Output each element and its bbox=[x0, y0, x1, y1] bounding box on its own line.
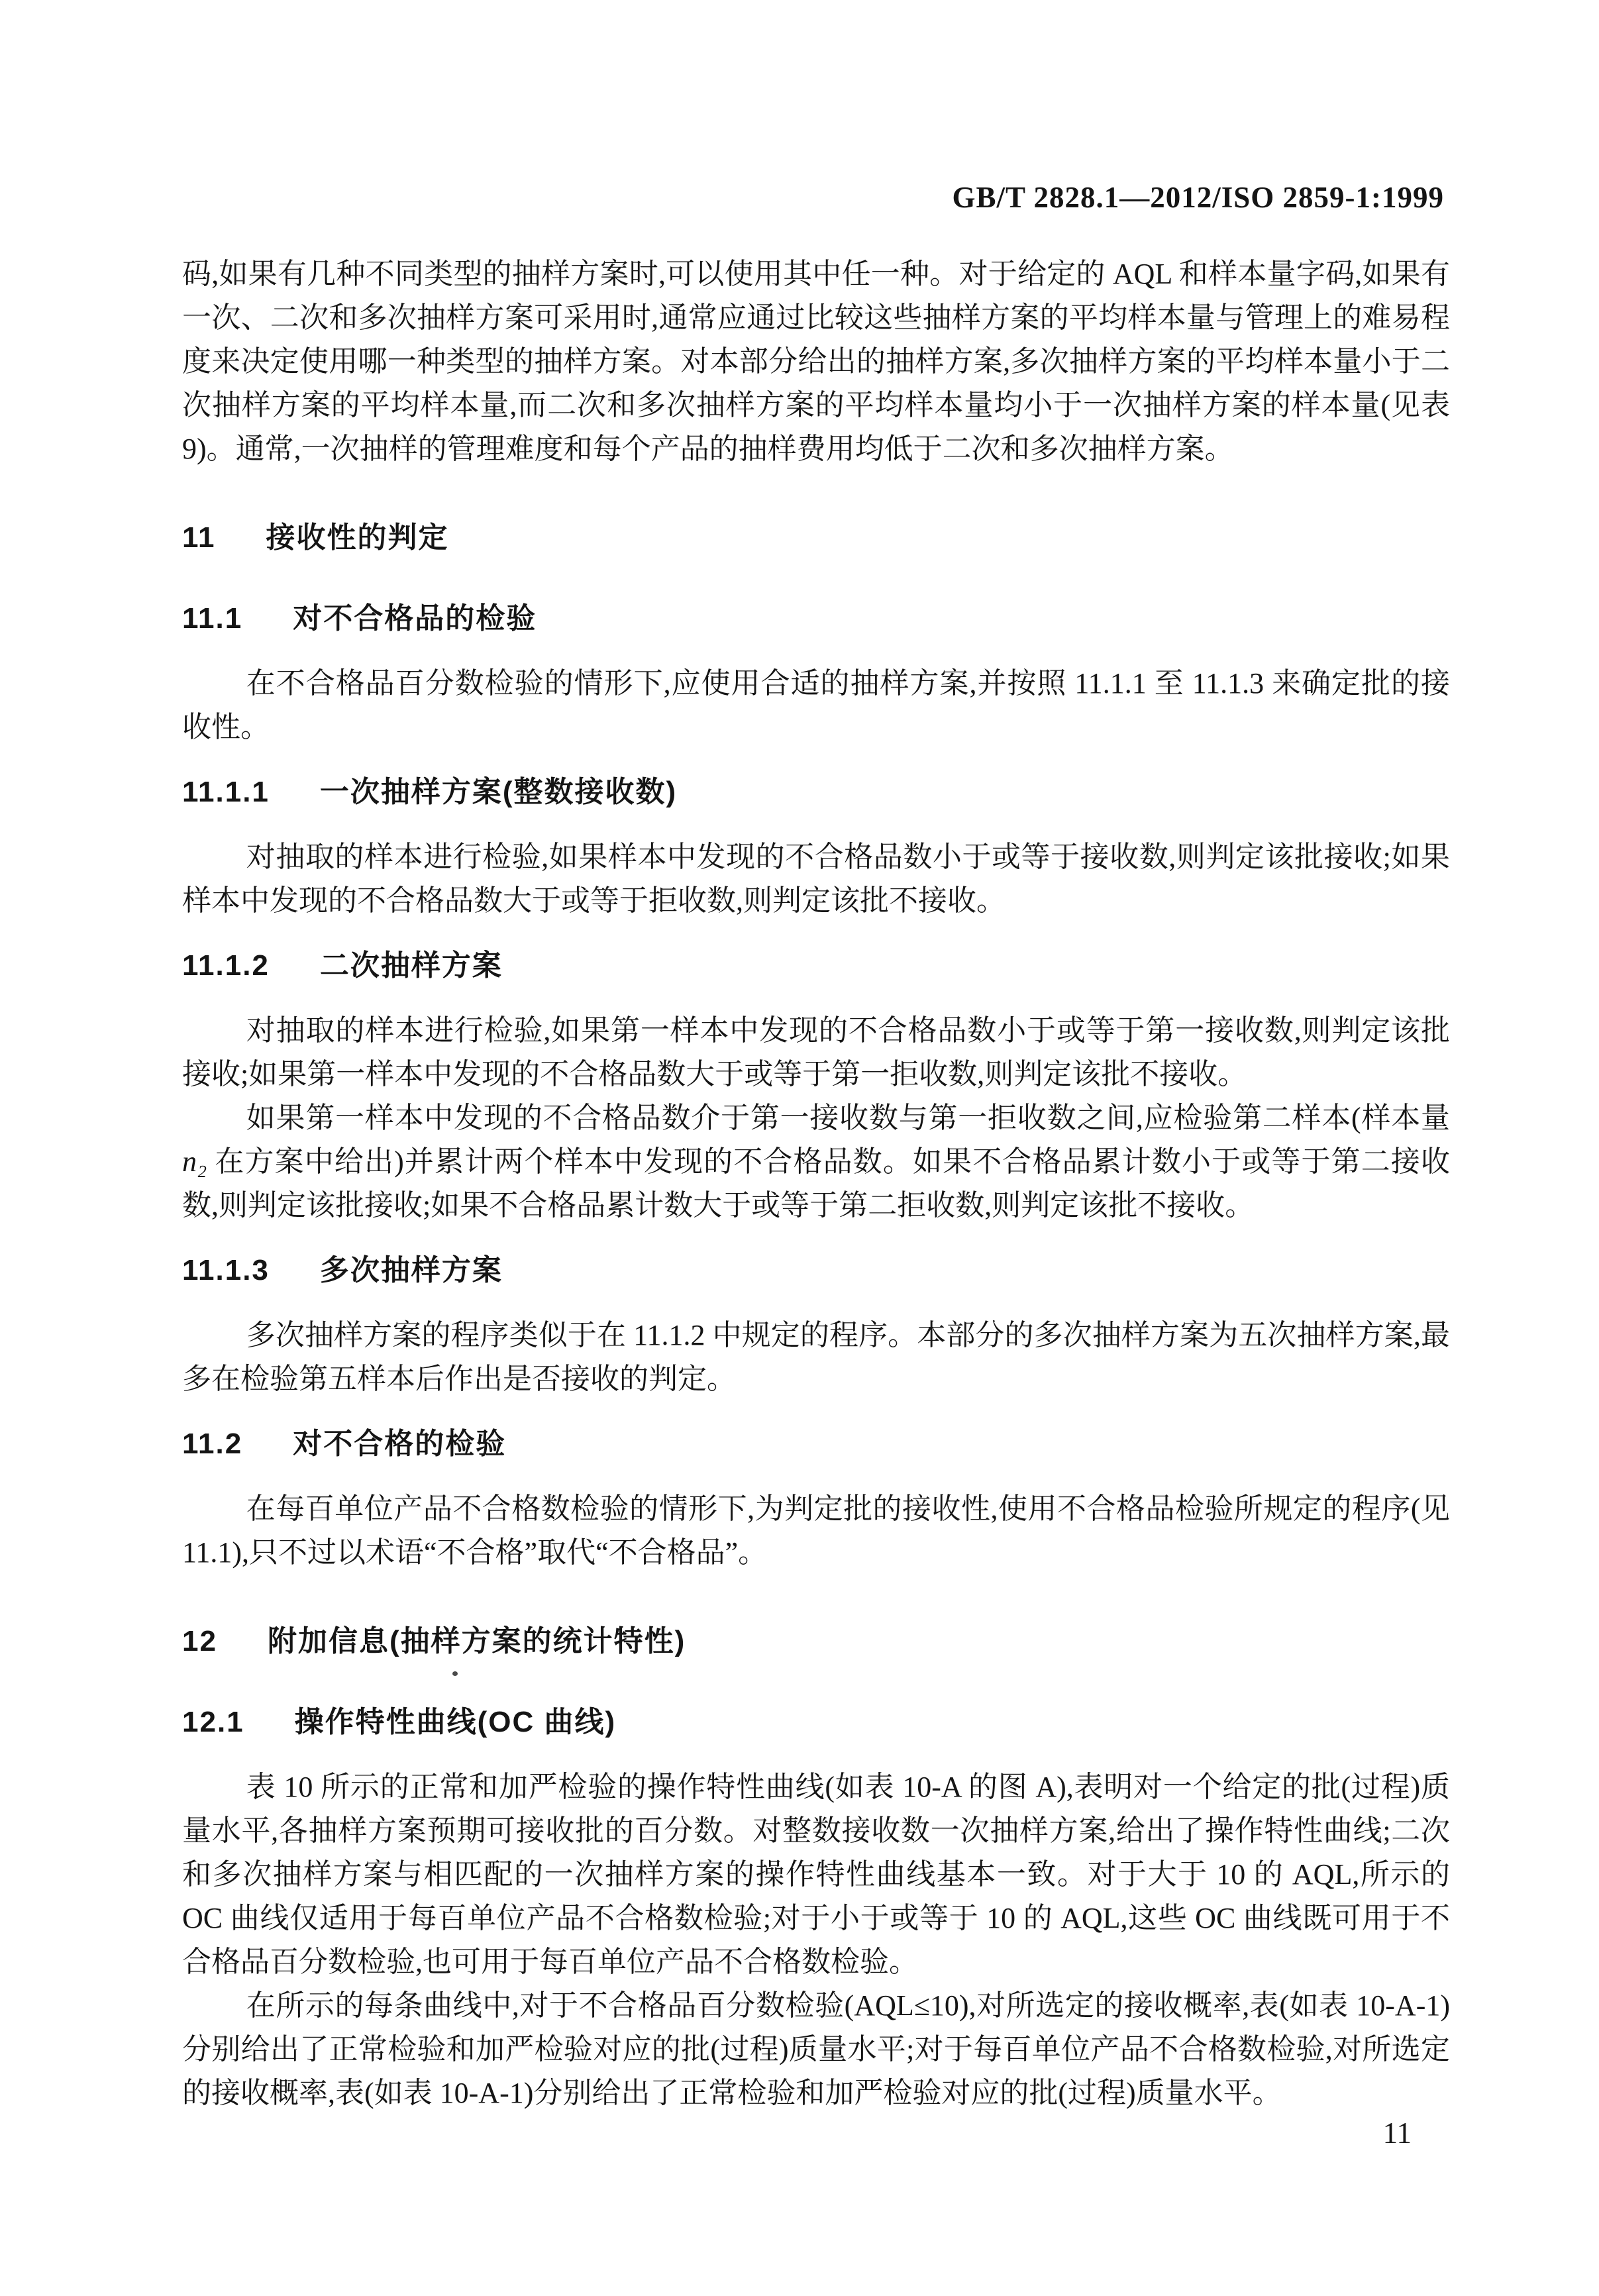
paragraph-11-1-2-b bbox=[182, 1096, 1450, 1227]
heading-title: 对不合格品的检验 bbox=[293, 602, 537, 635]
section-heading-11-2 bbox=[182, 1422, 1450, 1466]
scan-speck-mark bbox=[452, 1671, 458, 1676]
heading-number: 12 bbox=[182, 1625, 217, 1657]
paragraph-12-1-a: 表 10 所示的正常和加严检验的操作特性曲线(如表 10-A 的图 A),表明对一个给定的批(过程)质量水平,各抽样方案预期可接收批的百分数。对整数接收数一次抽样方案,给出了操作特性曲线;二次和多次抽样方案与相匹配的一次抽样方案的操作特性曲线基本一致。对于大于 10 的 AQL,所示的 OC 曲线仅适用于每百单位产品不合格数检验;对于小于或等于 10 的 AQL,这些 OC 曲线既可用于不合格品百分数检验,也可用于每百单位产品不合格数检验。 bbox=[182, 1771, 1450, 1978]
heading-title: 多次抽样方案 bbox=[319, 1254, 503, 1286]
paragraph-11-2: 在每百单位产品不合格数检验的情形下,为判定批的接收性,使用不合格品检验所规定的程序(见 11.1),只不过以术语“不合格”取代“不合格品”。 bbox=[182, 1492, 1450, 1569]
paragraph-text: 在方案中给出)并累计两个样本中发现的不合格品数。如果不合格品累计数小于或等于第二接收数,则判定该批接收;如果不合格品累计数大于或等于第二拒收数,则判定该批不接收。 bbox=[182, 1145, 1450, 1222]
section-heading-11 bbox=[182, 516, 1450, 576]
section-heading-11-1-3 bbox=[182, 1249, 1450, 1292]
variable-n2: n₂ bbox=[182, 1145, 207, 1178]
paragraph-text: 如果第一样本中发现的不合格品数介于第一接收数与第一拒收数之间,应检验第二样本(样本量 bbox=[246, 1102, 1450, 1134]
heading-title: 二次抽样方案 bbox=[319, 949, 503, 982]
section-heading-12-1 bbox=[182, 1700, 1450, 1744]
paragraph-12-1-b: 在所示的每条曲线中,对于不合格品百分数检验(AQL≤10),对所选定的接收概率,表(如表 10-A-1)分别给出了正常检验和加严检验对应的批(过程)质量水平;对于每百单位产品不合格数检验,对所选定的接收概率,表(如表 10-A-1)分别给出了正常检验和加严检验对应的批(过程)质量水平。 bbox=[182, 1989, 1450, 2109]
heading-number: 11.2 bbox=[182, 1428, 243, 1460]
heading-number: 12.1 bbox=[182, 1706, 244, 1738]
standard-code-header: GB/T 2828.1—2012/ISO 2859-1:1999 bbox=[952, 181, 1444, 214]
heading-number: 11.1.1 bbox=[182, 776, 270, 808]
heading-title: 操作特性曲线(OC 曲线) bbox=[294, 1706, 617, 1738]
section-heading-11-1-1 bbox=[182, 770, 1450, 814]
heading-number: 11 bbox=[182, 521, 216, 554]
heading-title: 接收性的判定 bbox=[266, 521, 449, 554]
paragraph-intro-continuation: 码,如果有几种不同类型的抽样方案时,可以使用其中任一种。对于给定的 AQL 和样本量字码,如果有一次、二次和多次抽样方案可采用时,通常应通过比较这些抽样方案的平均样本量与管理上的难易程度来决定使用哪一种类型的抽样方案。对本部分给出的抽样方案,多次抽样方案的平均样本量小于二次抽样方案的平均样本量,而二次和多次抽样方案的平均样本量均小于一次抽样方案的样本量(见表 9)。通常,一次抽样的管理难度和每个产品的抽样费用均低于二次和多次抽样方案。 bbox=[182, 258, 1450, 465]
heading-title: 附加信息(抽样方案的统计特性) bbox=[267, 1625, 686, 1657]
heading-number: 11.1.3 bbox=[182, 1254, 270, 1286]
paragraph-11-1-1: 对抽取的样本进行检验,如果样本中发现的不合格品数小于或等于接收数,则判定该批接收;如果样本中发现的不合格品数大于或等于拒收数,则判定该批不接收。 bbox=[182, 841, 1450, 917]
heading-number: 11.1.2 bbox=[182, 949, 270, 982]
section-heading-11-1-2 bbox=[182, 944, 1450, 988]
page-body bbox=[182, 252, 1450, 2115]
page-number: 11 bbox=[1382, 2116, 1412, 2150]
paragraph-11-1-2-a: 对抽取的样本进行检验,如果第一样本中发现的不合格品数小于或等于第一接收数,则判定该批接收;如果第一样本中发现的不合格品数大于或等于第一拒收数,则判定该批不接收。 bbox=[182, 1014, 1450, 1090]
section-heading-11-1 bbox=[182, 597, 1450, 641]
paragraph-11-1-3: 多次抽样方案的程序类似于在 11.1.2 中规定的程序。本部分的多次抽样方案为五次抽样方案,最多在检验第五样本后作出是否接收的判定。 bbox=[182, 1319, 1450, 1395]
heading-number: 11.1 bbox=[182, 602, 243, 635]
heading-title: 一次抽样方案(整数接收数) bbox=[319, 776, 678, 808]
paragraph-11-1: 在不合格品百分数检验的情形下,应使用合适的抽样方案,并按照 11.1.1 至 11.1.3 来确定批的接收性。 bbox=[182, 667, 1450, 743]
section-heading-12 bbox=[182, 1620, 1450, 1679]
heading-title: 对不合格的检验 bbox=[293, 1428, 507, 1460]
